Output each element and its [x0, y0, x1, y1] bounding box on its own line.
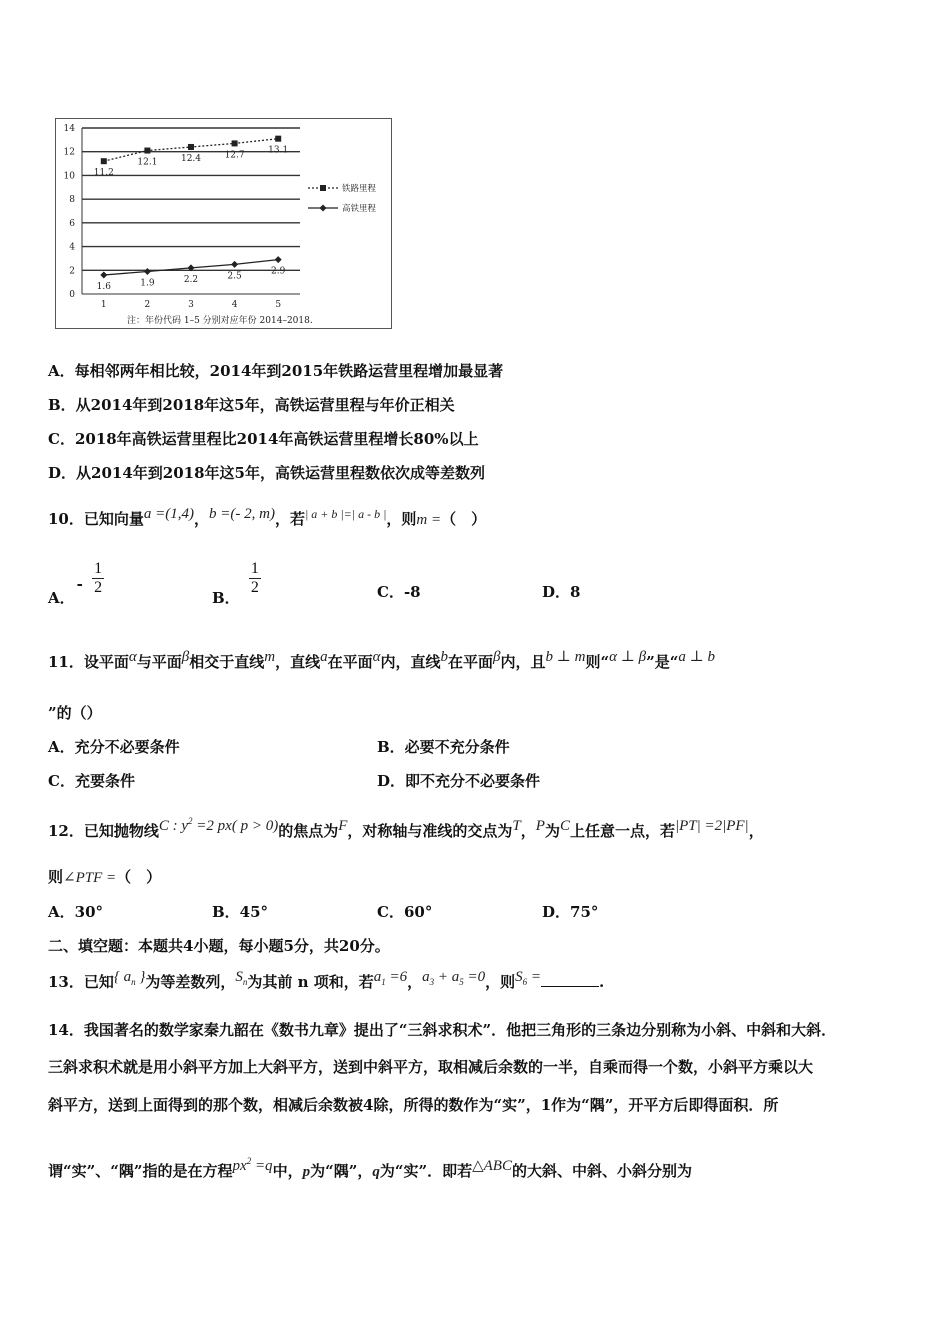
y-tick-label: 2 — [69, 266, 75, 277]
q12-text: （ ） — [116, 868, 162, 886]
data-label: 11.2 — [93, 168, 114, 179]
q13-a1 — [374, 969, 407, 985]
q14-text: 中， — [272, 1162, 303, 1180]
q11-option-c: C．充要条件 — [48, 772, 135, 790]
q12-c: C — [559, 818, 570, 834]
q13-text: 13．已知 — [48, 973, 114, 991]
q10-option-a — [48, 560, 104, 607]
chart-note: 注：年份代码 1–5 分别对应年份 2014–2018. — [127, 316, 313, 326]
option-label: B． — [212, 588, 240, 607]
data-point-square — [275, 136, 281, 142]
q13-text: 为其前 n 项和，若 — [247, 973, 374, 991]
q12-condition: |PT| =2|PF| — [674, 818, 749, 834]
x-tick-label: 4 — [231, 300, 238, 310]
fraction — [249, 560, 261, 597]
data-label: 12.7 — [224, 150, 245, 161]
q13-subscript: 3 — [429, 977, 435, 987]
data-label: 13.1 — [268, 145, 289, 156]
q10-stem — [48, 506, 487, 530]
minus-sign: - — [76, 574, 83, 593]
q12-f: F — [338, 818, 348, 834]
q12-math: =2 px( p > 0) — [192, 818, 279, 834]
q13-subscript: 6 — [522, 977, 528, 987]
q10-text: ，若 — [274, 510, 305, 528]
x-tick-label: 3 — [188, 300, 194, 310]
q11-b: b — [440, 649, 449, 665]
q12-math: C : y — [158, 818, 189, 834]
q12-option-c: C．60° — [377, 903, 433, 921]
q13-subscript: n — [242, 977, 248, 987]
q11-text: 11．设平面 — [48, 653, 129, 671]
q14-text: 谓“实”、“隅”指的是在方程 — [48, 1162, 233, 1180]
data-label: 2.5 — [227, 271, 242, 282]
y-tick-label: 0 — [69, 290, 75, 300]
q11-a-perp-b: a ⊥ b — [678, 649, 715, 665]
q11-alpha: α — [128, 649, 137, 665]
q11-option-b: B．必要不充分条件 — [377, 738, 510, 756]
q13-text: ， — [407, 973, 423, 991]
q14-line-3: 斜平方，送到上面得到的那个数，相减后余数被4除，所得的数作为“实”，1作为“隅”，开平方后即得面积．所 — [48, 1096, 779, 1114]
q9-option-d: D．从2014年到2018年这5年，高铁运营里程数依次成等差数列 — [48, 464, 485, 482]
q11-alpha: α — [372, 649, 381, 665]
q11-alpha-perp-beta: α ⊥ β — [609, 649, 647, 665]
q10-vector-a: a =(1,4) — [143, 506, 194, 522]
q13-math: =0 — [463, 969, 486, 985]
q12-exponent: 2 — [188, 816, 193, 826]
q13-text: . — [599, 973, 605, 991]
q14-triangle: △ABC — [472, 1158, 512, 1174]
q13-subscript: n — [131, 977, 136, 987]
q11-stem — [48, 649, 715, 673]
x-tick-label: 5 — [275, 300, 282, 310]
numerator: 1 — [250, 560, 259, 577]
data-label: 1.6 — [96, 282, 111, 293]
q12-text: ， — [520, 822, 536, 840]
q11-text: 与平面 — [136, 653, 182, 671]
q13-math: } — [135, 969, 146, 985]
denominator: 2 — [94, 579, 103, 596]
q11-text: ”是“ — [646, 653, 679, 671]
y-tick-label: 4 — [69, 242, 75, 253]
q13-stem — [48, 969, 605, 998]
q12-text: 的焦点为 — [278, 822, 339, 840]
q14-p: p — [302, 1164, 311, 1180]
q14-line-1: 14．我国著名的数学家秦九韶在《数书九章》提出了“三斜求积术”．他把三角形的三条边分别称为小斜、中斜和大斜． — [48, 1021, 837, 1039]
q11-text: 内，且 — [500, 653, 546, 671]
q10-text: ，则 — [386, 510, 417, 528]
q13-text: 为等差数列， — [145, 973, 236, 991]
y-tick-label: 8 — [69, 195, 75, 206]
q14-line-4 — [48, 1157, 692, 1182]
legend-label: 铁路里程 — [342, 184, 377, 194]
q12-text: 为 — [544, 822, 560, 840]
data-label: 2.2 — [183, 274, 199, 285]
q14-text: 的大斜、中斜、小斜分别为 — [511, 1162, 692, 1180]
q12-angle: ∠PTF = — [63, 870, 117, 886]
q11-text: 内，直线 — [380, 653, 441, 671]
data-label: 2.9 — [271, 266, 286, 277]
q13-math: a — [422, 969, 430, 985]
data-point-square — [188, 144, 194, 150]
q13-s6 — [515, 969, 541, 985]
q13-math: =6 — [385, 969, 408, 985]
section-heading: 二、填空题：本题共4小题，每小题5分，共20分。 — [48, 937, 390, 955]
q10-option-d: D．8 — [542, 583, 581, 601]
q12-text: ，对称轴与准线的交点为 — [347, 822, 513, 840]
q12-text: ， — [748, 822, 764, 840]
q10-text: （ ） — [441, 510, 487, 528]
q14-line-2: 三斜求积术就是用小斜平方加上大斜平方，送到中斜平方，取相减后余数的一半，自乘而得一个数，小斜平方乘以大 — [48, 1058, 814, 1076]
q12-text: 上任意一点，若 — [569, 822, 675, 840]
q9-option-b: B．从2014年到2018年这5年，高铁运营里程与年价正相关 — [48, 396, 455, 414]
numerator: 1 — [94, 560, 103, 577]
q13-subscript: 1 — [381, 977, 386, 987]
q10-vector-b: b =(- 2, m) — [209, 506, 275, 522]
q9-option-a: A．每相邻两年相比较，2014年到2015年铁路运营里程增加最显著 — [48, 362, 504, 380]
fraction — [92, 560, 104, 597]
x-tick-label: 2 — [144, 300, 151, 310]
q9-option-c: C．2018年高铁运营里程比2014年高铁运营里程增长80%以上 — [48, 430, 479, 448]
q14-equation — [233, 1158, 273, 1174]
q11-m: m — [264, 649, 276, 665]
q11-text: 在平面 — [327, 653, 373, 671]
y-tick-label: 6 — [69, 218, 75, 229]
q11-beta: β — [493, 649, 501, 665]
q13-math: = — [527, 969, 542, 985]
q11-a: a — [320, 649, 328, 665]
answer-blank[interactable] — [541, 972, 599, 987]
q14-text: 为“实”．即若 — [379, 1162, 473, 1180]
y-tick-label: 14 — [63, 124, 75, 134]
q13-sequence — [114, 969, 146, 985]
q12-p: P — [535, 818, 545, 834]
q11-text: ，直线 — [275, 653, 321, 671]
q10-text: ， — [194, 510, 210, 528]
y-tick-label: 10 — [63, 171, 75, 182]
q11-text: 则“ — [585, 653, 610, 671]
q12-stem — [48, 817, 764, 842]
q11-text: 相交于直线 — [189, 653, 265, 671]
q10-option-b — [212, 560, 261, 607]
q10-text: 10．已知向量 — [48, 510, 144, 528]
q13-math: S — [515, 969, 523, 985]
q13-text: ，则 — [485, 973, 516, 991]
q12-option-a: A．30° — [48, 903, 104, 921]
option-label: A． — [48, 588, 75, 607]
q14-text: 为“隅”， — [310, 1162, 373, 1180]
q11-option-a: A．充分不必要条件 — [48, 738, 180, 756]
q10-option-c: C．-8 — [377, 583, 421, 601]
legend-marker — [320, 185, 326, 191]
q14-math: =q — [251, 1158, 273, 1174]
q11-beta: β — [181, 649, 190, 665]
q13-math: a — [373, 969, 382, 985]
q13-math: { a — [113, 969, 132, 985]
q12-text: 12．已知抛物线 — [48, 822, 159, 840]
q13-subscript: 5 — [459, 977, 464, 987]
q12-option-d: D．75° — [542, 903, 599, 921]
q11-option-d: D．即不充分不必要条件 — [377, 772, 541, 790]
q12-option-b: B．45° — [212, 903, 269, 921]
q14-q: q — [372, 1164, 380, 1180]
q12-text: 则 — [48, 868, 64, 886]
q13-a3-a5 — [422, 969, 485, 985]
q11-text: 在平面 — [448, 653, 494, 671]
q10-m: m = — [416, 512, 442, 528]
data-label: 12.1 — [137, 157, 158, 168]
mileage-line-chart — [55, 118, 395, 330]
data-point-square — [101, 158, 107, 164]
q13-math: S — [235, 969, 243, 985]
x-tick-label: 1 — [100, 300, 107, 310]
q12-parabola — [159, 818, 278, 834]
data-label: 1.9 — [140, 278, 155, 289]
q14-exponent: 2 — [246, 1156, 252, 1166]
data-point-square — [232, 140, 238, 146]
q11-b-perp-m: b ⊥ m — [545, 649, 586, 665]
q12-t: T — [512, 818, 521, 834]
q10-condition: | a + b |=| a - b | — [304, 507, 387, 521]
data-point-square — [144, 148, 150, 154]
data-label: 12.4 — [180, 153, 202, 164]
q14-math: px — [232, 1158, 247, 1174]
denominator: 2 — [250, 579, 259, 596]
q13-math: + a — [434, 969, 460, 985]
legend-label: 高铁里程 — [342, 204, 377, 214]
q11-stem-end: ”的（） — [48, 704, 102, 722]
y-tick-label: 12 — [63, 147, 75, 158]
q12-stem-end — [48, 867, 161, 888]
q13-sum — [235, 969, 247, 985]
